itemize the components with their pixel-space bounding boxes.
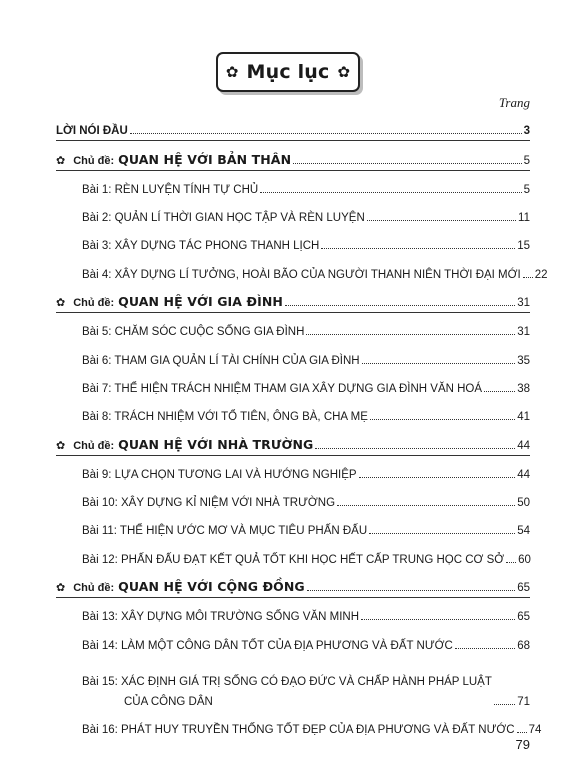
toc-lesson[interactable] bbox=[56, 484, 530, 512]
preface-page: 3 bbox=[523, 125, 530, 138]
lesson-label-line1: Bài 15: XÁC ĐỊNH GIÁ TRỊ SỐNG CÓ ĐẠO ĐỨC VÀ CHẤP HÀNH PHÁP LUẬT bbox=[82, 675, 492, 688]
lesson-label: Bài 11: THỂ HIỆN ƯỚC MƠ VÀ MỤC TIÊU PHẤN ĐẤU bbox=[82, 525, 368, 538]
leader-dots bbox=[362, 363, 516, 364]
lesson-page: 5 bbox=[523, 183, 530, 196]
topic-name: QUAN HỆ VỚI NHÀ TRƯỜNG bbox=[118, 436, 314, 452]
topic-prefix: Chủ đề: bbox=[73, 582, 115, 595]
leader-dots bbox=[369, 533, 515, 534]
toc-topic[interactable] bbox=[56, 569, 530, 597]
lesson-page: 15 bbox=[517, 240, 530, 253]
lesson-label: Bài 14: LÀM MỘT CÔNG DÂN TỐT CỦA ĐỊA PHƯƠNG VÀ ĐẤT NƯỚC bbox=[82, 639, 453, 652]
toc-lesson[interactable] bbox=[56, 370, 530, 398]
lesson-label: Bài 10: XÂY DỰNG KỈ NIỆM VỚI NHÀ TRƯỜNG bbox=[82, 497, 336, 510]
toc-lesson[interactable] bbox=[56, 398, 530, 426]
topic-prefix: Chủ đề: bbox=[73, 154, 115, 167]
leader-dots bbox=[130, 133, 522, 134]
lesson-label: Bài 3: XÂY DỰNG TÁC PHONG THANH LỊCH bbox=[82, 240, 320, 253]
lesson-page: 11 bbox=[518, 212, 530, 225]
topic-page: 44 bbox=[517, 439, 530, 452]
topic-name: QUAN HỆ VỚI CỘNG ĐỒNG bbox=[118, 579, 305, 595]
lesson-label: Bài 9: LỰA CHỌN TƯƠNG LAI VÀ HƯỚNG NGHIỆP bbox=[82, 468, 357, 481]
lesson-page: 60 bbox=[518, 553, 531, 566]
lesson-label: Bài 13: XÂY DỰNG MÔI TRƯỜNG SỐNG VĂN MINH bbox=[82, 611, 360, 624]
flower-icon: ✿ bbox=[56, 297, 66, 310]
topic-name: QUAN HỆ VỚI GIA ĐÌNH bbox=[118, 294, 283, 310]
topic-name: QUAN HỆ VỚI BẢN THÂN bbox=[118, 151, 292, 167]
leader-dots bbox=[260, 192, 521, 193]
lesson-page: 74 bbox=[528, 723, 542, 736]
toc-topic[interactable] bbox=[56, 141, 530, 169]
page-number: 79 bbox=[515, 737, 530, 752]
lesson-label: Bài 5: CHĂM SÓC CUỘC SỐNG GIA ĐÌNH bbox=[82, 326, 305, 339]
preface-label: LỜI NÓI ĐẦU bbox=[56, 125, 128, 138]
toc-lesson[interactable] bbox=[56, 598, 530, 626]
leader-dots bbox=[293, 163, 521, 164]
toc-lesson[interactable] bbox=[56, 626, 530, 654]
leader-dots bbox=[517, 732, 527, 733]
lesson-page: 65 bbox=[517, 611, 530, 624]
lesson-label: Bài 6: THAM GIA QUẢN LÍ TÀI CHÍNH CỦA GIA ĐÌNH bbox=[82, 354, 360, 367]
leader-dots bbox=[367, 220, 516, 221]
leader-dots bbox=[506, 562, 516, 563]
lesson-page: 38 bbox=[517, 382, 530, 395]
toc-lesson[interactable] bbox=[56, 711, 542, 739]
toc-lesson[interactable] bbox=[56, 255, 548, 283]
leader-dots bbox=[306, 334, 515, 335]
toc-lesson[interactable] bbox=[56, 655, 530, 711]
topic-page: 65 bbox=[517, 582, 530, 595]
leader-dots bbox=[285, 305, 515, 306]
topic-page: 31 bbox=[517, 297, 530, 310]
leader-dots bbox=[321, 248, 515, 249]
leader-dots bbox=[337, 505, 515, 506]
toc-lesson[interactable] bbox=[56, 171, 530, 199]
title-wrapper bbox=[0, 52, 576, 92]
topic-prefix: Chủ đề: bbox=[73, 297, 115, 310]
toc-lesson[interactable] bbox=[56, 313, 530, 341]
page-column-label: Trang bbox=[498, 95, 530, 110]
lesson-page: 71 bbox=[517, 695, 530, 708]
leader-dots bbox=[370, 419, 515, 420]
lesson-label: Bài 7: THỂ HIỆN TRÁCH NHIỆM THAM GIA XÂY DỰNG GIA ĐÌNH VĂN HOÁ bbox=[82, 382, 483, 395]
toc-lesson[interactable] bbox=[56, 341, 530, 369]
lesson-page: 68 bbox=[517, 639, 530, 652]
topic-label bbox=[56, 152, 291, 170]
toc-lesson[interactable] bbox=[56, 227, 530, 255]
flower-icon: ✿ bbox=[56, 154, 66, 167]
toc-preface[interactable] bbox=[56, 112, 530, 140]
topic-label bbox=[56, 437, 313, 455]
topic-prefix: Chủ đề: bbox=[73, 439, 115, 452]
lesson-label-line2: CỦA CÔNG DÂN bbox=[124, 695, 213, 708]
flower-icon: ✿ bbox=[56, 439, 66, 452]
leader-dots bbox=[523, 277, 533, 278]
leader-dots bbox=[455, 648, 515, 649]
leader-dots bbox=[361, 619, 515, 620]
toc-topic[interactable] bbox=[56, 426, 530, 454]
leader-dots bbox=[484, 391, 515, 392]
leader-dots bbox=[494, 704, 515, 705]
lesson-page: 35 bbox=[517, 354, 530, 367]
leader-dots bbox=[307, 590, 515, 591]
lesson-label bbox=[82, 676, 492, 711]
lesson-page: 50 bbox=[517, 497, 530, 510]
lesson-page: 22 bbox=[534, 268, 548, 281]
flower-icon: ✿ bbox=[225, 63, 239, 81]
flower-icon: ✿ bbox=[337, 63, 351, 81]
toc-lesson[interactable] bbox=[56, 512, 530, 540]
topic-label bbox=[56, 294, 283, 312]
toc-topic[interactable] bbox=[56, 284, 530, 312]
toc-lesson[interactable] bbox=[56, 199, 530, 227]
topic-label bbox=[56, 579, 305, 597]
lesson-label: Bài 1: RÈN LUYỆN TÍNH TỰ CHỦ bbox=[82, 183, 259, 196]
lesson-label: Bài 16: PHÁT HUY TRUYỀN THỐNG TỐT ĐẸP CỦA ĐỊA PHƯƠNG VÀ ĐẤT NƯỚC bbox=[82, 723, 515, 736]
lesson-label: Bài 4: XÂY DỰNG LÍ TƯỞNG, HOÀI BÃO CỦA NGƯỜI THANH NIÊN THỜI ĐẠI MỚI bbox=[82, 268, 521, 281]
lesson-label: Bài 12: PHẤN ĐẤU ĐẠT KẾT QUẢ TỐT KHI HỌC HẾT CẤP TRUNG HỌC CƠ SỞ bbox=[82, 553, 505, 566]
table-of-contents bbox=[56, 112, 548, 739]
toc-lesson[interactable] bbox=[56, 456, 530, 484]
lesson-page: 44 bbox=[517, 468, 530, 481]
topics-list bbox=[56, 141, 548, 739]
lesson-page: 41 bbox=[517, 411, 530, 424]
page-title: Mục lục bbox=[246, 61, 330, 83]
lesson-label: Bài 8: TRÁCH NHIỆM VỚI TỔ TIÊN, ÔNG BÀ, CHA MẸ bbox=[82, 411, 368, 424]
leader-dots bbox=[315, 448, 515, 449]
topic-page: 5 bbox=[523, 154, 530, 167]
leader-dots bbox=[359, 477, 516, 478]
lesson-label: Bài 2: QUẢN LÍ THỜI GIAN HỌC TẬP VÀ RÈN LUYỆN bbox=[82, 212, 365, 225]
lesson-page: 54 bbox=[517, 525, 530, 538]
title-box bbox=[216, 52, 360, 92]
flower-icon: ✿ bbox=[56, 582, 66, 595]
lesson-page: 31 bbox=[517, 326, 530, 339]
toc-lesson[interactable] bbox=[56, 540, 530, 568]
